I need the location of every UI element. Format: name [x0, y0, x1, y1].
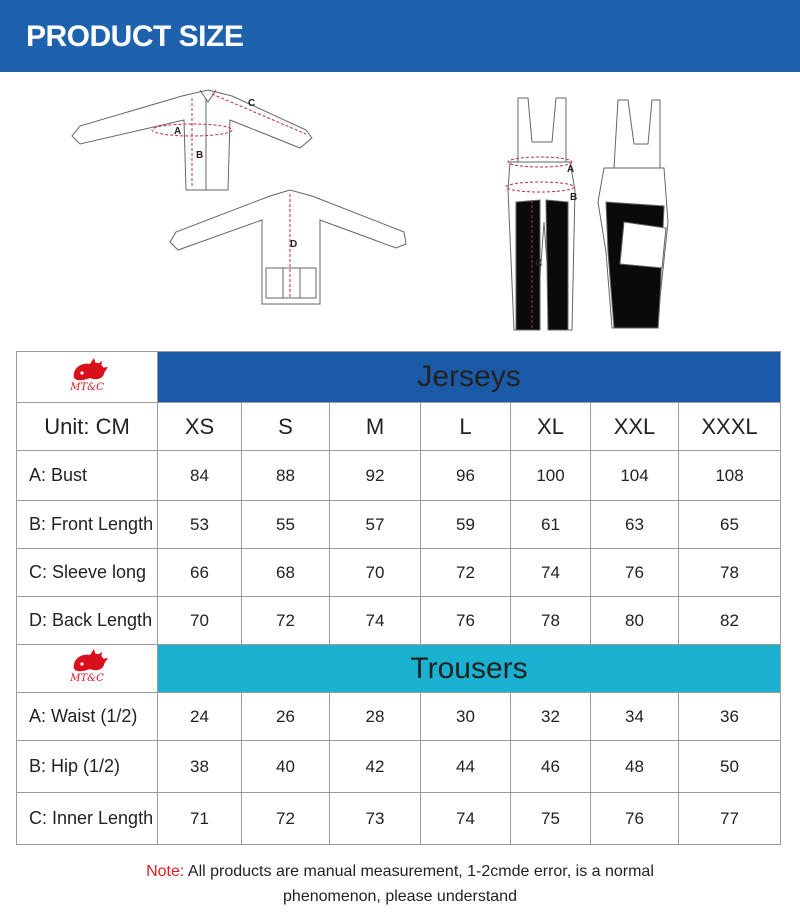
table-cell: 28 — [330, 693, 421, 741]
row-label: B: Front Length — [17, 501, 158, 549]
table-cell: 84 — [158, 451, 242, 501]
table-cell: 73 — [330, 793, 421, 845]
size-header-l: L — [421, 403, 511, 451]
jersey-label-c: C — [248, 98, 256, 109]
hedgehog-logo-icon — [54, 358, 120, 392]
jersey-label-a: A — [174, 126, 182, 137]
table-cell: 53 — [158, 501, 242, 549]
table-row — [17, 597, 781, 645]
row-label: C: Sleeve long — [17, 549, 158, 597]
table-row — [17, 501, 781, 549]
table-cell: 74 — [511, 549, 591, 597]
table-cell: 72 — [242, 793, 330, 845]
product-illustrations — [0, 72, 800, 347]
table-cell: 100 — [511, 451, 591, 501]
table-cell: 80 — [591, 597, 679, 645]
size-header-xl: XL — [511, 403, 591, 451]
table-cell: 40 — [242, 741, 330, 793]
table-cell: 36 — [679, 693, 781, 741]
table-cell: 26 — [242, 693, 330, 741]
jersey-label-d: D — [290, 239, 298, 250]
table-cell: 70 — [158, 597, 242, 645]
table-cell: 104 — [591, 451, 679, 501]
table-cell: 65 — [679, 501, 781, 549]
row-label: B: Hip (1/2) — [17, 741, 158, 793]
jersey-back-drawing — [170, 190, 406, 304]
table-row — [17, 793, 781, 845]
table-cell: 78 — [511, 597, 591, 645]
size-header-m: M — [330, 403, 421, 451]
table-cell: 63 — [591, 501, 679, 549]
table-cell: 88 — [242, 451, 330, 501]
row-label: A: Waist (1/2) — [17, 693, 158, 741]
table-cell: 57 — [330, 501, 421, 549]
measurement-note — [0, 859, 800, 909]
table-cell: 75 — [511, 793, 591, 845]
row-label: A: Bust — [17, 451, 158, 501]
table-cell: 46 — [511, 741, 591, 793]
trouser-label-b: B — [570, 192, 578, 203]
note-label: Note: — [146, 863, 185, 880]
note-line-1: All products are manual measurement, 1-2cmde error, is a normal — [187, 863, 654, 880]
table-cell: 108 — [679, 451, 781, 501]
table-cell: 59 — [421, 501, 511, 549]
svg-text:MT&C: MT&C — [70, 381, 104, 392]
table-cell: 50 — [679, 741, 781, 793]
row-label: D: Back Length — [17, 597, 158, 645]
table-cell: 71 — [158, 793, 242, 845]
table-cell: 96 — [421, 451, 511, 501]
trouser-label-a: A — [567, 164, 575, 175]
table-cell: 72 — [421, 549, 511, 597]
table-cell: 70 — [330, 549, 421, 597]
trousers-band: Trousers — [158, 645, 781, 693]
page-title: PRODUCT SIZE — [26, 20, 244, 53]
table-row — [17, 549, 781, 597]
brand-logo-trousers — [17, 645, 158, 693]
hedgehog-logo-icon — [54, 649, 120, 683]
table-cell: 78 — [679, 549, 781, 597]
table-cell: 44 — [421, 741, 511, 793]
size-header-s: S — [242, 403, 330, 451]
header-bar — [0, 0, 800, 72]
size-chart-table — [16, 351, 781, 845]
table-cell: 30 — [421, 693, 511, 741]
size-header-xs: XS — [158, 403, 242, 451]
table-cell: 92 — [330, 451, 421, 501]
table-cell: 82 — [679, 597, 781, 645]
table-row — [17, 741, 781, 793]
table-cell: 74 — [421, 793, 511, 845]
size-header-xxl: XXL — [591, 403, 679, 451]
table-cell: 76 — [591, 793, 679, 845]
brand-logo-jerseys — [17, 352, 158, 403]
table-cell: 74 — [330, 597, 421, 645]
table-cell: 48 — [591, 741, 679, 793]
table-cell: 24 — [158, 693, 242, 741]
table-cell: 42 — [330, 741, 421, 793]
note-line-2: phenomenon, please understand — [283, 888, 517, 905]
table-cell: 76 — [421, 597, 511, 645]
row-label: C: Inner Length — [17, 793, 158, 845]
table-cell: 68 — [242, 549, 330, 597]
table-cell: 76 — [591, 549, 679, 597]
table-row — [17, 451, 781, 501]
table-cell: 32 — [511, 693, 591, 741]
table-cell: 55 — [242, 501, 330, 549]
jersey-label-b: B — [196, 150, 204, 161]
table-row — [17, 693, 781, 741]
table-cell: 38 — [158, 741, 242, 793]
bib-side-drawing — [598, 100, 668, 328]
table-cell: 72 — [242, 597, 330, 645]
size-header-xxxl: XXXL — [679, 403, 781, 451]
trouser-label-c: C — [535, 258, 543, 269]
table-cell: 77 — [679, 793, 781, 845]
unit-label: Unit: CM — [17, 403, 158, 451]
bib-front-drawing — [508, 98, 578, 330]
table-cell: 66 — [158, 549, 242, 597]
table-cell: 34 — [591, 693, 679, 741]
jerseys-band: Jerseys — [158, 352, 781, 403]
table-cell: 61 — [511, 501, 591, 549]
svg-text:MT&C: MT&C — [70, 673, 104, 683]
